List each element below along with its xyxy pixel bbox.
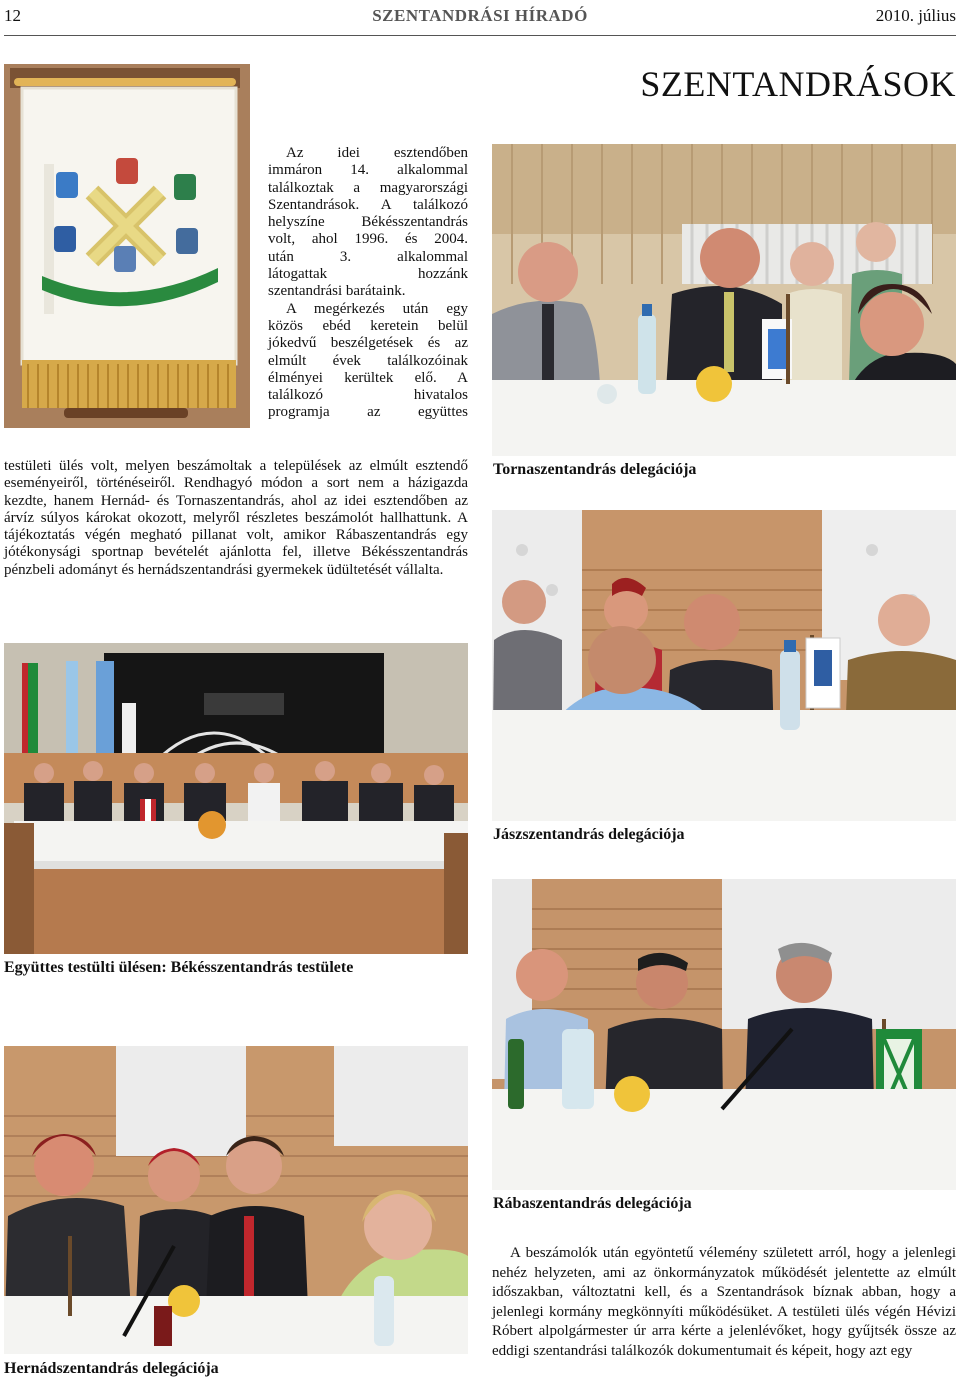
section-title: SZENTANDRÁSOK <box>640 64 956 104</box>
article-intro <box>268 145 468 422</box>
article-line: látogattak hozzánk <box>268 266 468 283</box>
article-line: találkoztak a magyarországi <box>268 179 468 196</box>
caption-rabaszentandras: Rábaszentandrás delegációja <box>493 1195 692 1212</box>
page-number: 12 <box>4 6 21 25</box>
article-line: élményei kerültek elő. A <box>268 369 468 386</box>
caption-hernadszentandras: Hernádszentandrás delegációja <box>4 1360 219 1377</box>
article-line: A megérkezés után egy <box>286 300 468 317</box>
photo-tornaszentandras <box>492 144 956 456</box>
article-line: Szentandrások. A találkozó <box>268 196 468 213</box>
header-rule <box>4 35 956 36</box>
article-line: volt, ahol 1996. és 2004. <box>268 231 468 248</box>
issue-date: 2010. július <box>875 6 956 25</box>
caption-tornaszentandras: Tornaszentandrás delegációja <box>493 461 697 478</box>
article-closing: A beszámolók után egyöntetű vélemény született arról, hogy a jelenlegi nehéz helyzeten, ami az önkormányzatok működését jelentette az elmúlt időszakban, változtatni kell, és a Szentandrások bíznak abban, hogy a jelenlegi kormány megkönnyíti működésüket. A testületi ülés végén Hévizi Róbert alpolgármester úr arra kérte a jelenlévőket, hogy gyűjtsék össze az eddigi szentandrási találkozók dokumentumait és képeit, hogy azt egy <box>492 1245 956 1359</box>
photo-hernadszentandras <box>4 1046 468 1354</box>
article-line: elmúlt évek találkozóinak <box>268 352 468 369</box>
pennant-photo <box>4 64 250 428</box>
article-line: szentandrási barátaink. <box>268 283 406 300</box>
article-line: immáron 14. alkalommal <box>268 162 468 179</box>
article-line: Az idei esztendőben <box>286 145 468 161</box>
article-body: testületi ülés volt, melyen beszámoltak a települések az elmúlt esztendő eseményeiről, történéseiről. Rendhagyó módon a sort nem a házigazda kezdte, hanem Hernád- és Tornaszentandrás, ahol az idei esztendőben az árvíz súlyos károkat okozott, melyről részletes beszámolót hallhattunk. A tájékoztatás végén megható pillanat volt, amikor Rábaszentandrás egy jótékonysági sportnap bevételét ajánlotta fel, illetve Békésszentandrás pénzbeli adományt és hernádszentandrási gyermekek üdültetését vállalta. <box>4 458 468 578</box>
article-line: találkozó hivatalos <box>268 387 468 404</box>
article-line: programja az együttes <box>268 404 468 421</box>
article-line: közös ebéd keretein belül <box>268 317 468 334</box>
photo-rabaszentandras <box>492 879 956 1190</box>
photo-bekesszentandras <box>4 643 468 954</box>
photo-jaszszentandras <box>492 510 956 821</box>
article-line: után 3. alkalommal <box>268 248 468 265</box>
masthead: SZENTANDRÁSI HÍRADÓ <box>372 6 588 25</box>
article-line: helyszíne Békésszentandrás <box>268 214 468 231</box>
caption-jaszszentandras: Jászszentandrás delegációja <box>493 826 685 843</box>
article-line: jókedvű beszélgetések és az <box>268 335 468 352</box>
caption-bekesszentandras: Együttes testülti ülésen: Békésszentandrás testülete <box>4 959 354 976</box>
